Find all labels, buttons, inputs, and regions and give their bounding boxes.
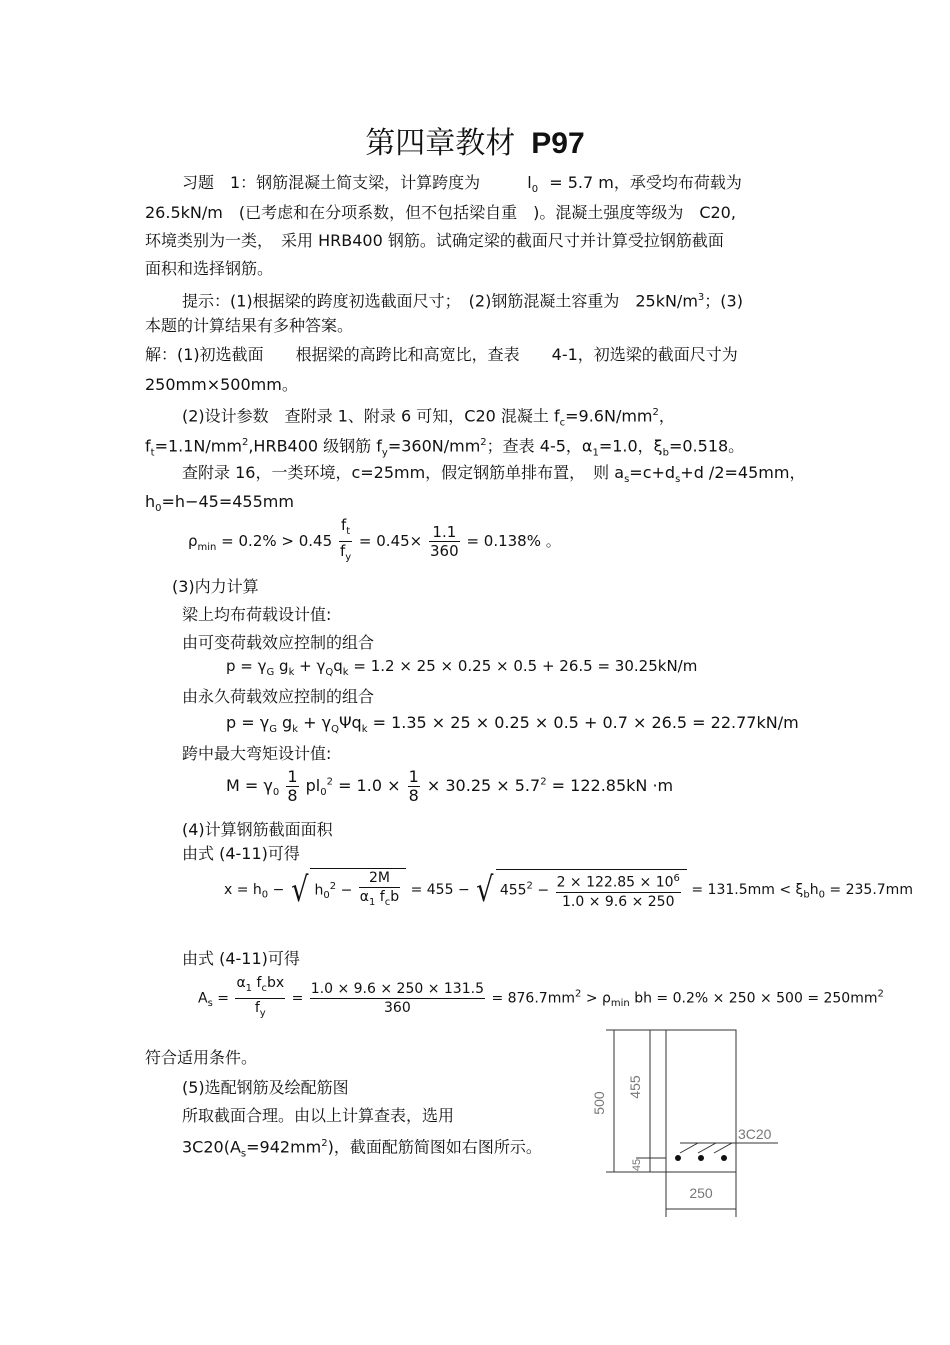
s: c [559,417,566,429]
t: Ψ [338,713,352,732]
s: 2 [574,988,582,1000]
t: = 0.138% 。 [466,532,561,550]
t: > 0.45 [281,532,333,550]
s: s [240,1148,247,1160]
s: k [288,667,295,678]
span-value: = 5.7 m，承受均布荷载为 [549,173,742,192]
fraction-2m [359,869,400,912]
t: p = γ [226,657,267,675]
hint-line-1 [182,288,743,311]
fraction-as-2 [310,980,485,1017]
s: t [150,447,155,459]
s: c [261,982,267,994]
s: min [610,998,630,1010]
t: h [314,882,324,899]
hint-sup: 3 [697,292,705,303]
t: =c+d [629,463,676,482]
rho-min-equation [188,516,561,567]
t: − [340,882,353,899]
t: h [145,492,156,511]
variable-load-title: 由可变荷载效应控制的组合 [182,633,375,652]
t: p = γ [226,713,270,732]
problem-line-2: 26.5kN/m (已考虑和在分项系数，但不包括梁自重 )。混凝土强度等级为 C20, [145,203,736,222]
t: 1.0 × 9.6 × 250 [561,893,675,910]
t: A [198,990,208,1007]
s: min [197,542,217,553]
s: 1 [592,447,599,459]
s: 0 [155,503,162,515]
t: =9.6N/mm [565,406,653,426]
condition-text: 符合适用条件。 [145,1048,258,1067]
s: k [342,667,349,678]
t: = 131.5mm < ξ [691,881,804,898]
t: + γ [303,713,332,732]
s: c [384,896,391,908]
t: 8 [287,786,298,805]
fraction-ft-fy [339,516,352,567]
t: )，截面配筋简图如右图所示。 [327,1137,542,1157]
s: 2 [329,880,337,892]
problem-line-4: 面积和选择钢筋。 [145,259,274,278]
t: +d /2=45mm， [680,463,806,482]
solution-step2-line2 [145,433,744,464]
t: = 0.2% [221,532,277,550]
t: f [252,975,262,991]
fraction-one-eighth-2 [408,768,420,805]
from-equation-1: 由式 (4-11)可得 [182,844,300,863]
s: 2 [540,776,547,788]
s: 1 [245,982,253,994]
as-equation [198,974,884,1023]
s: 2 [526,880,533,892]
t: 查附录 16，一类环境，c=25mm，假定钢筋单排布置， 则 a [182,463,625,482]
t: f [254,999,260,1016]
t: = 1.2 × 25 × 0.25 × 0.5 + 26.5 = 30.25kN/m [353,657,698,675]
s: 2 [480,437,487,448]
t: f [340,516,347,534]
t: = [291,990,304,1007]
t: bh = 0.2% × 250 × 500 = 250mm [634,990,878,1007]
fraction-as-1 [235,974,285,1023]
s: 1 [368,896,376,908]
beam-outline [666,1030,736,1172]
s: 2 [652,407,659,418]
variable-load-equation [226,657,697,678]
problem-line-1 [182,173,742,200]
t: 360 [430,542,459,560]
s: k [292,724,298,736]
t: = 1.35 × 25 × 0.25 × 0.5 + 0.7 × 26.5 = 22.77kN/m [372,713,799,732]
moment-equation [226,768,673,805]
t: 8 [408,786,419,805]
s: k [361,724,368,736]
t: = 876.7mm [491,990,575,1007]
solution-step4: (4)计算钢筋截面面积 [182,820,333,839]
t: = 0.45× [358,532,423,550]
from-equation-2: 由式 (4-11)可得 [182,949,300,968]
t: ρ [188,532,198,550]
label-455: 455 [627,1075,643,1099]
t: M = γ [226,776,273,795]
title-page: P97 [531,127,585,160]
s: b [662,447,669,459]
t: > ρ [585,990,611,1007]
t: =h−45=455mm [161,492,294,511]
sqrt-icon-2: √ [476,869,494,910]
t: pl [305,776,321,795]
solution-step2-line3 [182,463,805,490]
load-title: 梁上均布荷载设计值: [182,605,332,624]
t: = [217,990,229,1007]
solution-step5-a: 所取截面合理。由以上计算查表，选用 [182,1106,455,1125]
t: = 455 − [410,881,470,898]
hint-text: 提示：(1)根据梁的跨度初选截面尺寸； (2)钢筋混凝土容重为 25kN/m [182,291,698,311]
t: =0.518。 [668,436,745,456]
s: 0 [818,889,825,901]
t: 1 [287,767,298,786]
x-equation [224,868,913,912]
s: 2 [321,1138,328,1149]
s: Q [325,667,334,678]
t: α [236,975,246,991]
t: 455 [499,882,527,899]
hint-text-b: ；(3) [704,291,743,311]
t: + γ [299,657,326,675]
t: g [282,713,293,732]
radicand-1 [310,868,406,912]
s: Q [331,724,339,736]
s: s [624,474,630,486]
solution-step3: (3)内力计算 [172,577,259,596]
label-500: 500 [591,1091,607,1115]
s: b [803,889,810,901]
rebar-1 [675,1155,681,1161]
t: ；查表 4-5，α [486,436,593,456]
t: f [375,889,385,905]
s: G [266,667,275,678]
s: 0 [261,889,269,901]
span-symbol: l [527,173,532,192]
fraction-values-x [556,870,681,911]
t: ,HRB400 级钢筋 f [248,436,382,456]
s: 0 [320,787,327,799]
fraction-one-eighth [286,768,298,805]
t: = 122.85kN ·m [551,776,674,795]
t: h [809,881,819,898]
t: x = h [224,881,262,898]
label-3c20: 3C20 [738,1126,772,1142]
t: =1.1N/mm [154,436,242,456]
problem-text: 习题 1：钢筋混凝土简支梁，计算跨度为 [182,173,481,192]
t: 2M [359,869,400,888]
s: s [675,474,681,486]
t: 2 × 122.85 × 10 [556,874,674,891]
s: y [345,552,352,563]
beam-section-figure [590,1025,790,1220]
t: α [359,889,369,905]
s: y [381,447,388,459]
moment-title: 跨中最大弯矩设计值: [182,744,332,763]
solution-step1-size: 250mm×500mm。 [145,375,298,394]
t: b [390,889,400,905]
title-main: 第四章教材 [365,126,516,161]
t: g [279,657,289,675]
t: f [339,542,346,560]
permanent-load-equation [226,713,799,735]
s: 0 [272,787,280,799]
t: − [537,882,550,899]
s: t [346,526,351,537]
t: 1 [408,767,419,786]
t: − [272,881,285,898]
t: = 235.7mm [829,881,913,898]
t: 1.0 × 9.6 × 250 × 131.5 [310,980,484,997]
radicand-2 [496,869,687,911]
permanent-load-title: 由永久荷载效应控制的组合 [182,687,375,706]
s: G [269,724,277,736]
s: y [259,1007,266,1019]
rebar-2 [698,1155,704,1161]
t: f [145,436,151,456]
t: × 30.25 × 5.7 [426,776,541,795]
t: =1.0，ξ [598,436,663,456]
t: q [351,713,362,732]
t: ， [658,406,675,426]
t: bx [266,975,285,991]
rebar-3 [721,1155,727,1161]
problem-line-3: 环境类别为一类， 采用 HRB400 钢筋。试确定梁的截面尺寸并计算受拉钢筋截面 [145,231,724,250]
s: 0 [323,890,330,902]
s: 2 [326,776,333,788]
solution-step1: 解：(1)初选截面 根据梁的高跨比和高宽比，查表 4-1，初选梁的截面尺寸为 [145,345,738,364]
fraction-values [429,523,460,560]
hint-line-2: 本题的计算结果有多种答案。 [145,316,354,335]
t: =942mm [246,1137,322,1157]
s: s [207,998,213,1010]
t: 360 [384,999,411,1016]
t: q [333,657,343,675]
solution-step5: (5)选配钢筋及绘配筋图 [182,1078,349,1097]
s: 6 [673,873,680,885]
label-45: 45 [631,1158,643,1172]
span-sub: 0 [531,184,539,196]
s: 2 [877,988,884,1000]
solution-step5-b [182,1134,542,1165]
label-250: 250 [689,1185,713,1201]
sqrt-icon: √ [290,869,309,910]
t: 1.1 [429,523,460,542]
t: 3C20(A [182,1137,241,1157]
solution-step2-line1 [182,403,675,434]
page-title [0,124,950,164]
s: 2 [241,437,249,448]
t: =360N/mm [387,436,481,456]
t: (2)设计参数 查附录 1、附录 6 可知，C20 混凝土 f [182,406,560,426]
t: = 1.0 × [338,776,401,795]
